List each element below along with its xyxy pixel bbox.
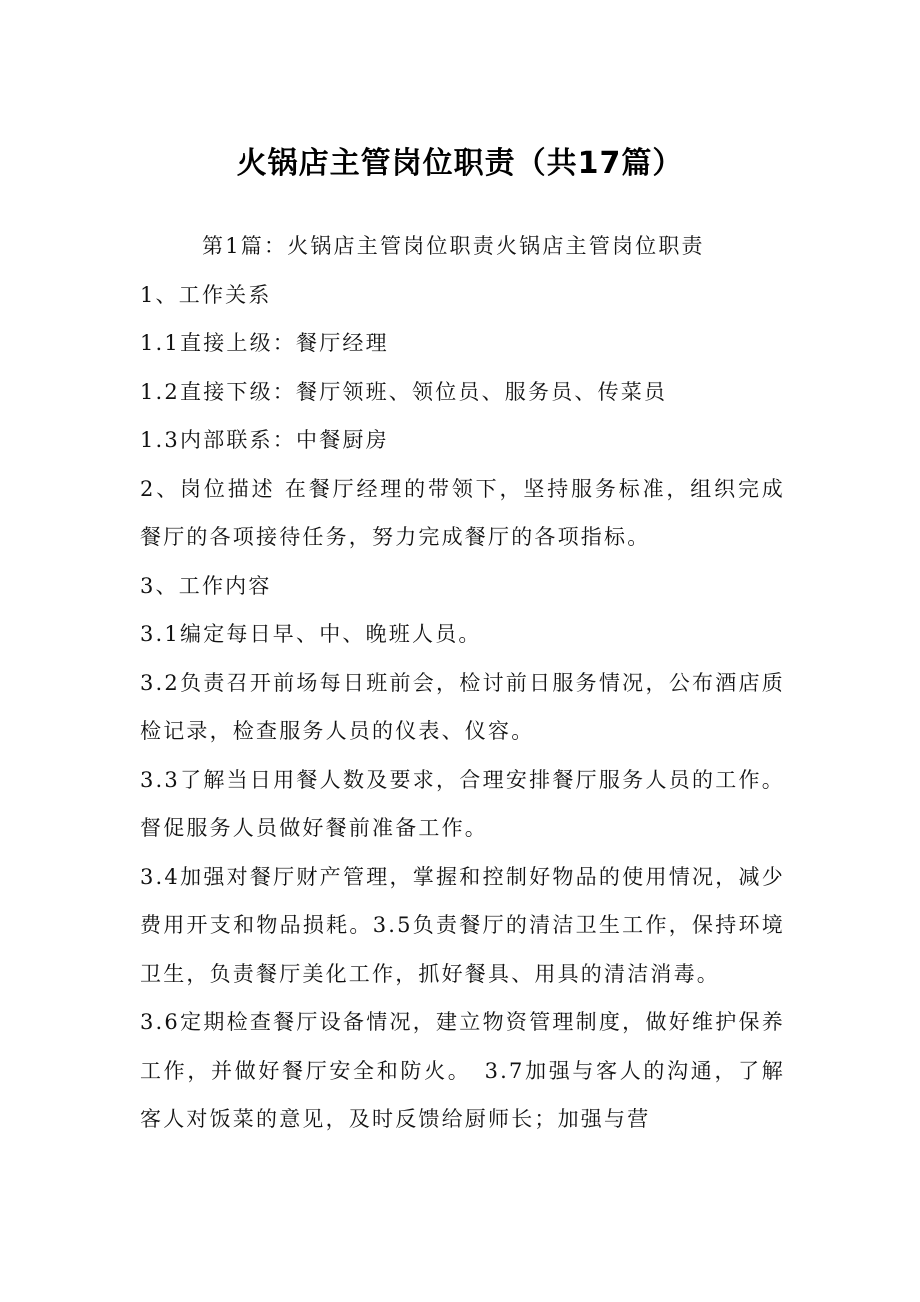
paragraph: 1、工作关系 xyxy=(140,282,272,307)
paragraph: 3.1编定每日早、中、晚班人员。 xyxy=(140,622,482,646)
paragraph: 3.2负责召开前场每日班前会，检讨前日服务情况，公布酒店质检记录，检查服务人员的仪表、仪容。 xyxy=(140,670,785,743)
section-heading: 第1篇：火锅店主管岗位职责火锅店主管岗位职责 xyxy=(202,234,705,258)
paragraph: 2、岗位描述 在餐厅经理的带领下，坚持服务标准，组织完成餐厅的各项接待任务，努力完成餐厅的各项指标。 xyxy=(140,476,785,549)
paragraph: 1.2直接下级：餐厅领班、领位员、服务员、传菜员 xyxy=(140,379,668,404)
paragraph: 3.6定期检查餐厅设备情况，建立物资管理制度，做好维护保养工作，并做好餐厅安全和防火。 3.7加强与客人的沟通，了解客人对饭菜的意见，及时反馈给厨师长；加强与营 xyxy=(140,1010,785,1131)
paragraph: 3.4加强对餐厅财产管理，掌握和控制好物品的使用情况，减少费用开支和物品损耗。3.5负责餐厅的清洁卫生工作，保持环境卫生，负责餐厅美化工作，抓好餐具、用具的清洁消毒。 xyxy=(140,864,785,986)
paragraph: 1.1直接上级：餐厅经理 xyxy=(140,331,389,355)
document-body xyxy=(140,222,785,1144)
paragraph: 3、工作内容 xyxy=(140,573,272,598)
paragraph: 1.3内部联系：中餐厨房 xyxy=(140,428,389,452)
document-title: 火锅店主管岗位职责（共17篇） xyxy=(236,146,684,181)
paragraph: 3.3了解当日用餐人数及要求，合理安排餐厅服务人员的工作。督促服务人员做好餐前准备工作。 xyxy=(140,767,785,840)
